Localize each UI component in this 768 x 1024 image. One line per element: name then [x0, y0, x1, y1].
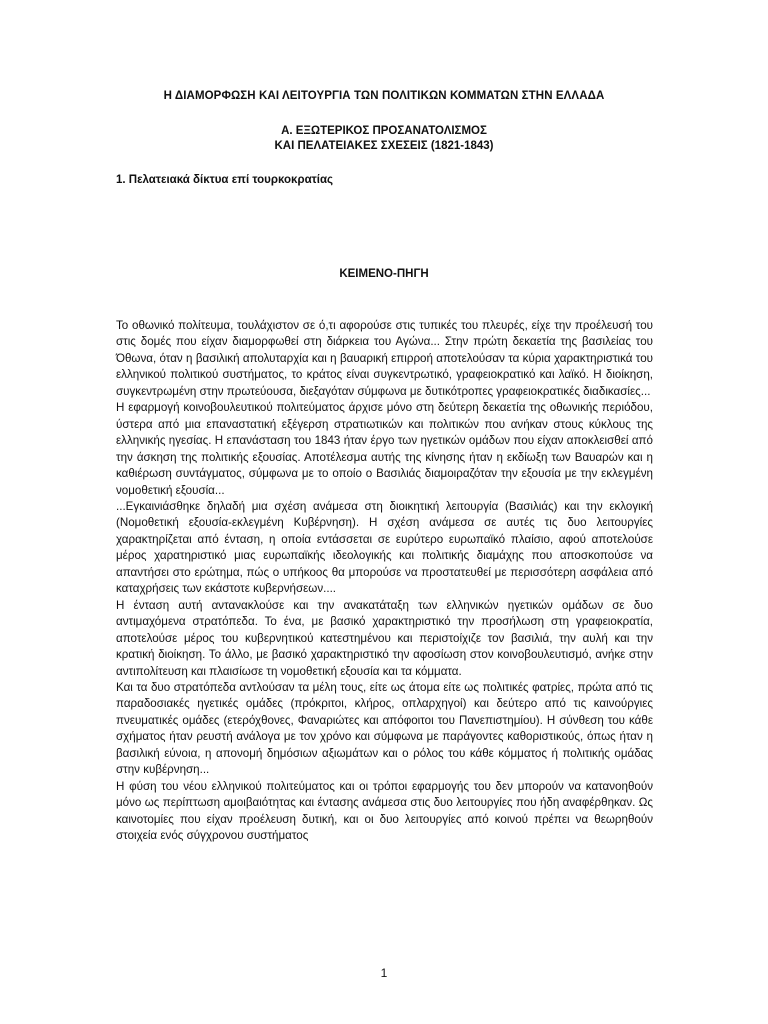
- document-subtitle: [0, 124, 768, 154]
- body-text: [116, 318, 653, 845]
- page-number: 1: [380, 966, 388, 980]
- paragraph: Το οθωνικό πολίτευμα, τουλάχιστον σε ό,τι αφορούσε στις τυπικές του πλευρές, είχε την προέλευσή του στις δομές που είχαν διαμορφωθεί στη διάρκεια του Αγώνα... Στην πρώτη δεκαετία της βασιλείας του Όθωνα, όταν η βασιλική απολυταρχία και η βαυαρική επιρροή αποτελούσαν τα κύρια χαρακτηριστικά του ελληνικού πολιτικού συστήματος, το κράτος είναι συγκεντρωτικό, γραφειοκρατικό και λαϊκό. Η διοίκηση, συγκεντρωμένη στην πρωτεύουσα, διεξαγόταν σύμφωνα με δυτικότροπες γραφειοκρατικές διαδικασίες...: [116, 319, 653, 398]
- paragraph: Η ένταση αυτή αντανακλούσε και την ανακατάταξη των ελληνικών ηγετικών ομάδων σε δυο αντιμαχόμενα στρατόπεδα. Το ένα, με βασικό χαρακτηριστικό την προσήλωση στη γραφειοκρατία, αποτελούσε μέρος του κυβερνητικού κατεστημένου και περιστοίχιζε τον βασιλιά, την αυλή και την κρατική διοίκηση. Το άλλο, με βασικό χαρακτηριστικό την αφοσίωση στον κοινοβουλευτισμό, ανήκε στην αντιπολίτευση και πλαισίωσε τη νομοθετική εξουσία και τα κόμματα.: [116, 598, 653, 678]
- paragraph: Η εφαρμογή κοινοβουλευτικού πολιτεύματος άρχισε μόνο στη δεύτερη δεκαετία της οθωνικής περιόδου, ύστερα από μια επαναστατική εξέγερση στρατιωτικών και πολιτικών που ανήκαν στους κύκλους της ελληνικής ηγεσίας. Η επανάσταση του 1843 ήταν έργο των ηγετικών ομάδων που είχαν αποκλεισθεί από την άσκηση της πολιτικής εξουσίας. Αποτέλεσμα αυτής της κίνησης ήταν η εκδίωξη των Βαυαρών και η καθιέρωση συντάγματος, σύμφωνα με το οποίο ο Βασιλιάς διαμοιραζόταν την εξουσία με την εκλεγμένη νομοθετική εξουσία...: [116, 401, 653, 497]
- document-title: Η ΔΙΑΜΟΡΦΩΣΗ ΚΑΙ ΛΕΙΤΟΥΡΓΙΑ ΤΩΝ ΠΟΛΙΤΙΚΩΝ ΚΟΜΜΑΤΩΝ ΣΤΗΝ ΕΛΛΑΔΑ: [163, 90, 605, 102]
- paragraph: Η φύση του νέου ελληνικού πολιτεύματος και οι τρόποι εφαρμογής του δεν μπορούν να κατανοηθούν μόνο ως περίπτωση αμοιβαιότητας και έντασης ανάμεσα στις δυο λειτουργίες που ήδη αναφέρθηκαν. Ως καινοτομίες που είχαν προέλευση δυτική, και οι δυο λειτουργίες από κοινού πρέπει να θεωρηθούν στοιχεία ενός σύγχρονου συστήματος: [116, 779, 653, 843]
- paragraph: Και τα δυο στρατόπεδα αντλούσαν τα μέλη τους, είτε ως άτομα είτε ως πολιτικές φατρίες, πρώτα από τις παραδοσιακές ηγετικές ομάδες (πρόκριτοι, κλήρος, οπλαρχηγοί) και δεύτερο από τις καινούργιες πνευματικές ομάδες (ετερόχθονες, Φαναριώτες και απόφοιτοι του Πανεπιστημίου). Η σύνθεση του κάθε σχήματος ήταν ρευστή ανάλογα με τον χρόνο και σύμφωνα με παράγοντες καθοριστικούς, όπως ήταν η βασιλική εύνοια, η απονομή δημόσιων αξιωμάτων και ο ρόλος του κάθε κόμματος ή πολιτικής ομάδας στην κυβέρνηση...: [116, 680, 653, 777]
- paragraph: ...Εγκαινιάσθηκε δηλαδή μια σχέση ανάμεσα στη διοικητική λειτουργία (Βασιλιάς) και την εκλογική (Νομοθετική εξουσία-εκλεγμένη Κυβέρνηση). Η σχέση ανάμεσα σε αυτές τις δυο λειτουργίες χαρακτηρίζεται από ένταση, η οποία εντάσσεται σε ευρύτερο ευρωπαϊκό πλαίσιο, αφού αποτελούσε μέρος χαρατηριστικό μιας ευρωπαϊκής ιδεολογικής και πολιτικής διαμάχης που αποσκοπούσε να απαντήσει στο ερώτημα, πώς ο υπήκοος θα μπορούσε να προστατευθεί με περισσότερη ασφάλεια από καταχρήσεις των εκάστοτε κυβερνήσεων....: [116, 499, 653, 596]
- subtitle-line-2: ΚΑΙ ΠΕΛΑΤΕΙΑΚΕΣ ΣΧΕΣΕΙΣ (1821-1843): [274, 140, 494, 152]
- section-heading: 1. Πελατειακά δίκτυα επί τουρκοκρατίας: [116, 174, 334, 186]
- source-heading: ΚΕΙΜΕΝΟ-ΠΗΓΗ: [339, 268, 429, 280]
- subtitle-line-1: Α. ΕΞΩΤΕΡΙΚΟΣ ΠΡΟΣΑΝΑΤΟΛΙΣΜΟΣ: [281, 125, 487, 137]
